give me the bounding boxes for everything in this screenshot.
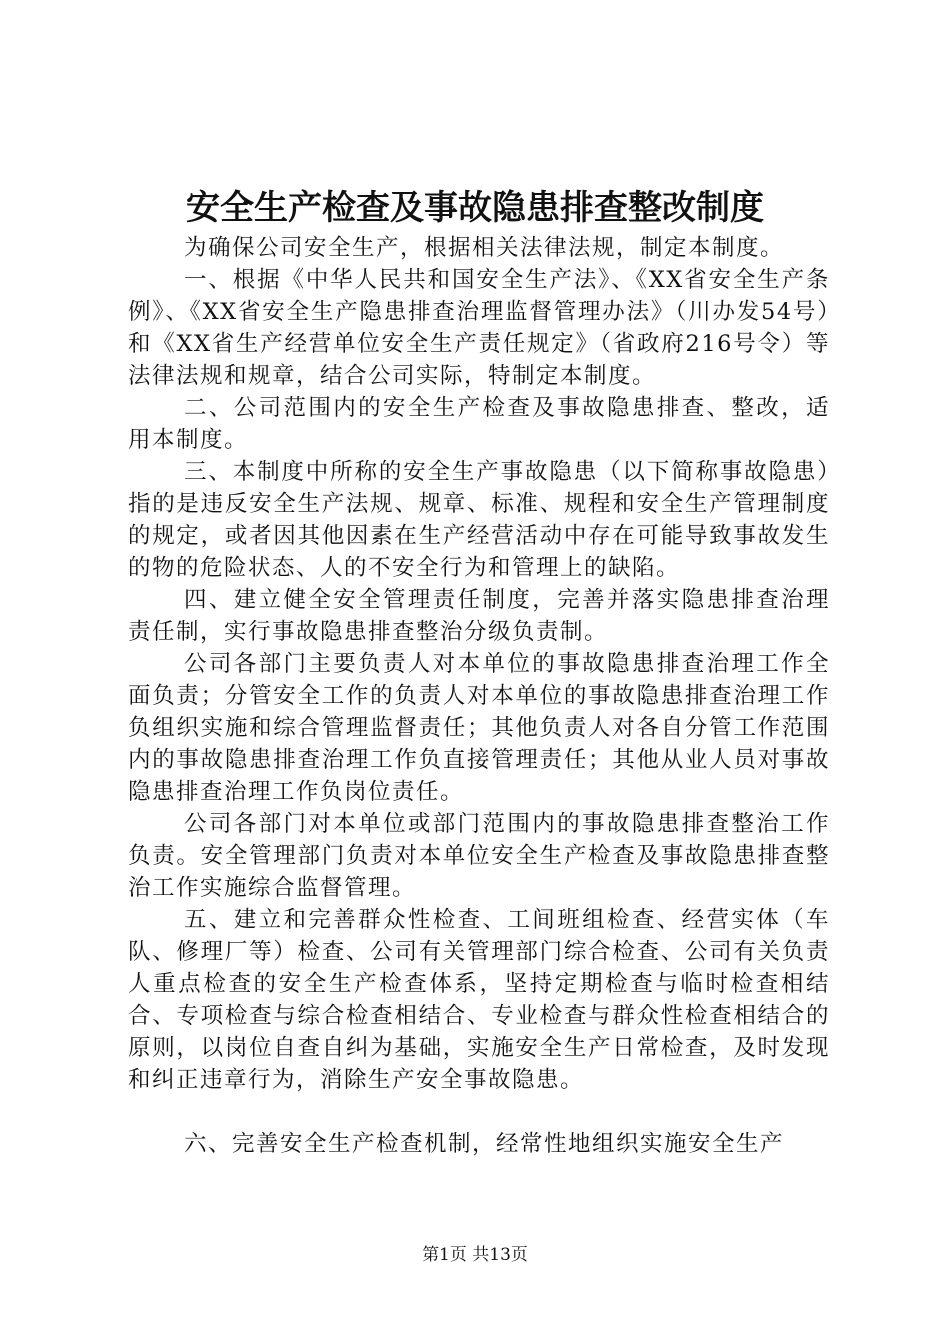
paragraph-article-2: 二、公司范围内的安全生产检查及事故隐患排查、整改，适用本制度。 [128,395,830,453]
paragraph-article-4-departments: 公司各部门对本单位或部门范围内的事故隐患排查整治工作负责。安全管理部门负责对本单位安全生产检查及事故隐患排查整治工作实施综合监督管理。 [128,811,830,901]
paragraph-intro: 为确保公司安全生产，根据相关法律法规，制定本制度。 [184,235,785,261]
paragraph-article-6: 六、完善安全生产检查机制，经常性地组织实施安全生产 [184,1131,785,1157]
document-body [128,232,830,1160]
paragraph-article-5: 五、建立和完善群众性检查、工间班组检查、经营实体（车队、修理厂等）检查、公司有关管理部门综合检查、公司有关负责人重点检查的安全生产检查体系，坚持定期检查与临时检查相结合、专项检查与综合检查相结合、专业检查与群众性检查相结合的原则，以岗位自查自纠为基础，实施安全生产日常检查，及时发现和纠正违章行为，消除生产安全事故隐患。 [128,907,830,1093]
paragraph-article-1: 一、根据《中华人民共和国安全生产法》、《XX省安全生产条例》、《XX省安全生产隐患排查治理监督管理办法》（川办发54号）和《XX省生产经营单位安全生产责任规定》（省政府216号令）等法律法规和规章，结合公司实际，特制定本制度。 [128,267,830,389]
document-title: 安全生产检查及事故隐患排查整改制度 [186,188,764,228]
paragraph-article-4: 四、建立健全安全管理责任制度，完善并落实隐患排查治理责任制，实行事故隐患排查整治分级负责制。 [128,587,830,645]
paragraph-article-4-responsibility: 公司各部门主要负责人对本单位的事故隐患排查治理工作全面负责；分管安全工作的负责人对本单位的事故隐患排查治理工作负组织实施和综合管理监督责任；其他负责人对各自分管工作范围内的事故隐患排查治理工作负直接管理责任；其他从业人员对事故隐患排查治理工作负岗位责任。 [128,651,830,805]
paragraph-article-3: 三、本制度中所称的安全生产事故隐患（以下简称事故隐患）指的是违反安全生产法规、规章、标准、规程和安全生产管理制度的规定，或者因其他因素在生产经营活动中存在可能导致事故发生的物的危险状态、人的不安全行为和管理上的缺陷。 [128,459,830,581]
page-footer: 第1页 共13页 [422,1245,528,1265]
